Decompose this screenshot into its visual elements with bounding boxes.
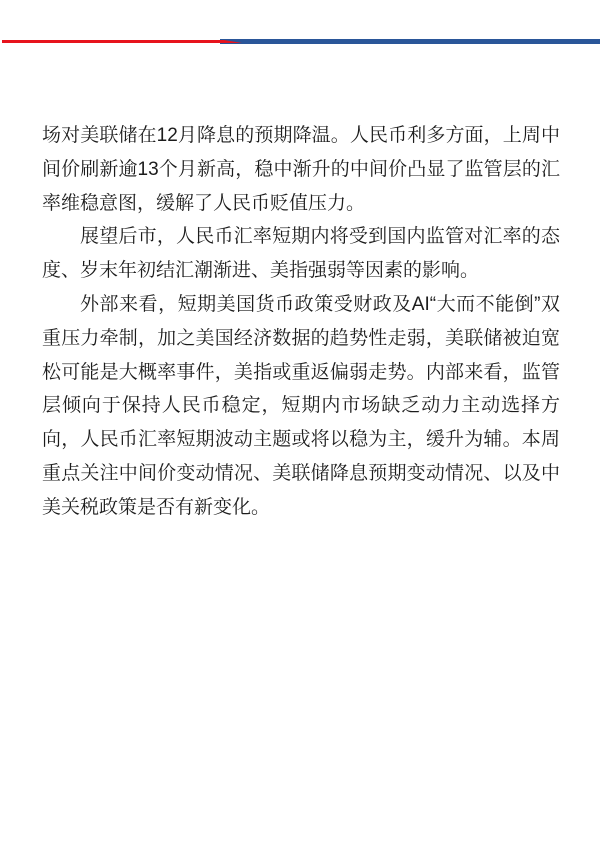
header-divider [0, 0, 600, 50]
paragraph-2: 展望后市，人民币汇率短期内将受到国内监管对汇率的态度、岁末年初结汇潮渐进、美指强弱等因素的影响。 [42, 226, 560, 282]
paragraph-1: 场对美联储在12月降息的预期降温。人民币利多方面，上周中间价刷新逾13个月新高，稳中渐升的中间价凸显了监管层的汇率维稳意图，缓解了人民币贬值压力。 [42, 125, 560, 214]
document-body [42, 119, 560, 525]
divider-red-segment [2, 40, 242, 43]
divider-blue-segment [220, 39, 600, 44]
paragraph-3: 外部来看，短期美国货币政策受财政及AI“大而不能倒”双重压力牵制，加之美国经济数据的趋势性走弱，美联储被迫宽松可能是大概率事件，美指或重返偏弱走势。内部来看，监管层倾向于保持人民币稳定，短期内市场缺乏动力主动选择方向，人民币汇率短期波动主题或将以稳为主，缓升为辅。本周重点关注中间价变动情况、美联储降息预期变动情况、以及中美关税政策是否有新变化。 [42, 293, 560, 518]
